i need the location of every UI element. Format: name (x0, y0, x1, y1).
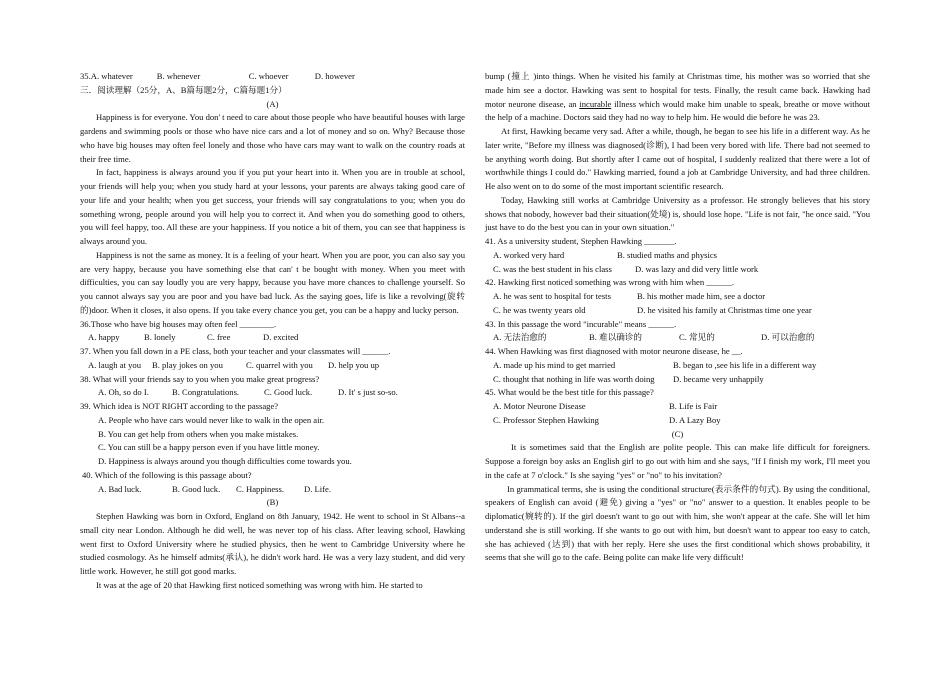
question-36-stem: 36.Those who have big houses may often feel ________. (80, 318, 277, 329)
question-39-stem: 39. Which idea is NOT RIGHT according to the passage? (80, 401, 279, 411)
question-38-stem: 38. What will your friends say to you when you make great progress? (80, 373, 320, 384)
question-36-options (80, 331, 465, 345)
option-d: D. however (314, 71, 355, 81)
left-column (80, 70, 465, 593)
question-44-stem: 44. When Hawking was first diagnosed with motor neurone disease, he __. (485, 346, 743, 356)
passage-b-paragraph-3: At first, Hawking became very sad. After a while, though, he began to see his life in a different way. As he later write, "Before my illness was diagnosed(诊断), I had been very bored with life. There bad not seemed to be anything worth doing. But shortly after I came out of hospital, I suddenly realized that there were a lot of worthwhile things I could do." Hawking married, found a job at Cambridge University, and had three children. He also went on to do some of the most important scientific research. (485, 126, 870, 191)
passage-b-paragraph-2-continued: bump (撞上 )into things. When he visited his family at Christmas time, his mother was so worried that she made him see a doctor. Hawking was sent to hospital for tests. Finally, the result came back. Hawking had motor neurone disease, an incurable illness which would make him unable to speak, breathe or move without the help of a machine. Doctors said they had no way to help him. He would die before he was 23. (485, 71, 870, 123)
question-41-options-row2 (485, 263, 870, 277)
option-c: C. 常见的 (679, 332, 715, 343)
option-b: B. You can get help from others when you make mistakes. (98, 428, 299, 439)
option-b: B. Life is Fair (669, 401, 718, 411)
question-44-options-row1 (485, 359, 870, 373)
option-a: A. Bad luck. (98, 483, 142, 494)
question-41-stem: 41. As a university student, Stephen Hawking _______. (485, 236, 677, 246)
option-b: B. whenever (156, 71, 201, 81)
question-43-options (485, 331, 870, 345)
question-44-options-row2 (485, 373, 870, 387)
option-c: C. was the best student in his class (493, 263, 612, 274)
option-b: B. lonely (144, 332, 176, 343)
option-a: A. laugh at you (88, 359, 141, 370)
question-38-options (80, 386, 465, 400)
question-43-stem: 43. In this passage the word "incurable" means ______. (485, 318, 677, 329)
option-d: D. Happiness is always around you though difficulties come towards you. (98, 456, 352, 466)
option-d: D. Life. (304, 483, 331, 494)
underlined-word: incurable (579, 98, 612, 109)
option-a: A. happy (88, 332, 120, 343)
option-a: A. People who have cars would never like to walk in the open air. (98, 414, 325, 425)
passage-b-paragraph-2-start: It was at the age of 20 that Hawking first noticed something was wrong with him. He started to (96, 579, 423, 590)
option-b: B. Good luck. (172, 483, 221, 494)
option-d: D. became very unhappily (673, 373, 764, 384)
passage-b-paragraph-1: Stephen Hawking was born in Oxford, England on 8th January, 1942. He went to school in St Albans--a small city near London. Although he did well, he was never top of his class. After leaving school, Hawking went first to Oxford University where he studied physics, then he went to Cambridge University where he studied cosmology. As he himself admits(承认), he didn't work hard. He was a very lazy student, and did very little work. However, he still got good marks. (80, 511, 465, 576)
passage-a-paragraph-3: Happiness is not the same as money. It is a feeling of your heart. When you are poor, you can also say you are very happy, because you have something else that can' t be bought with money. When you meet with difficulties, you can say loudly you are very happy, because you have more chances to challenge yourself. So you cannot always say you are poor and you have bad luck. As the saying goes, life is like a revolving(旋转的)door. When it closes, it also opens. If you take every chance you get, you can be a happy and lucky person. (80, 249, 465, 315)
option-a: A. he was sent to hospital for tests (493, 291, 611, 301)
option-a: A. whatever (90, 71, 133, 81)
option-b: B. began to ,see his life in a different way (673, 359, 817, 370)
question-45-options-row2 (485, 414, 870, 428)
passage-c-paragraph-2: In grammatical terms, she is using the conditional structure(表示条件的句式). By using the conditional, speakers of English can avoid (避免) giving a "yes" or "no" answer to a question. It enables people to be diplomatic(婉转的). If the girl doesn't want to go out with him, she won't appear at the cafe. She will let him understand she is still working. If she wants to go out with him, but doesn't want to appear too easy to catch, she has achieved (达到) that with her reply. Here she uses the first conditional which shows probability, it seems that she will go to the cafe. Being polite can make life very difficult! (485, 483, 870, 563)
question-42-stem: 42. Hawking first noticed something was wrong with him when ______. (485, 277, 735, 288)
option-c: C. thought that nothing in life was worth doing (493, 373, 655, 384)
passage-a-label: (A) (266, 98, 279, 109)
question-45-stem: 45. What would be the best title for this passage? (485, 387, 654, 398)
passage-b-label: (B) (266, 497, 279, 508)
passage-b-paragraph-4: Today, Hawking still works at Cambridge University as a professor. He strongly believes that his story shows that nobody, however bad their situation(处境) is, should lose hope. "Life is not fair, "he once said. "You just have to do the best you can in your own situation." (485, 194, 870, 233)
option-d: D. excited (263, 332, 299, 343)
option-a: A. made up his mind to get married (493, 359, 616, 370)
option-c: C. free (207, 332, 231, 343)
passage-c-paragraph-1: It is sometimes said that the English are polite people. This can make life difficult for foreigners. Suppose a foreign boy asks an English girl to go out with him and she says, "If I finish my work, I'll meet you in the cafe at 7 o'clock." Is she saying "yes" or "no" to his invitation? (485, 442, 870, 480)
option-d: D. he visited his family at Christmas time one year (637, 304, 812, 315)
option-d: D. A Lazy Boy (669, 414, 721, 425)
right-column (485, 70, 870, 565)
option-d: D. help you up (328, 359, 380, 370)
option-b: B. play jokes on you (152, 359, 223, 370)
passage-c-label: (C) (671, 428, 684, 439)
option-d: D. It' s just so-so. (338, 387, 398, 398)
question-35 (80, 70, 465, 84)
option-d: D. 可以治愈的 (761, 332, 815, 343)
option-b: B. 难以确诊的 (589, 332, 642, 343)
section-title: 三．阅读理解（25分，A、B篇每题2分，C篇每题1分） (80, 84, 287, 95)
option-a: A. 无法治愈的 (493, 332, 547, 343)
question-37-options (80, 359, 465, 373)
question-37-stem: 37. When you fall down in a PE class, both your teacher and your classmates will ______. (80, 346, 391, 356)
option-b: B. Congratulations. (172, 387, 240, 398)
option-a: A. Oh, so do I. (98, 387, 149, 398)
option-c: C. Professor Stephen Hawking (493, 414, 599, 425)
question-42-options-row1 (485, 290, 870, 304)
option-c: C. whoever (248, 71, 289, 81)
question-41-options-row1 (485, 249, 870, 263)
passage-a-paragraph-2: In fact, happiness is always around you if you put your heart into it. When you are in trouble at school, your friends will help you; when you study hard at your lessons, your parents are always taking good care of your life and your health; when you get success, your friends will say congratulations to you; when you do something wrong, people around you will help you to correct it. And when you do something good to others, you will feel happy, too. All these are your happiness. If you notice a bit of them, you can see that happiness is always around you. (80, 167, 465, 246)
option-b: B. his mother made him, see a doctor (637, 291, 766, 301)
option-a: A. Motor Neurone Disease (493, 401, 586, 411)
question-40-options (80, 483, 465, 497)
option-c: C. You can still be a happy person even if you have little money. (98, 442, 320, 453)
question-number: 35. (80, 71, 91, 81)
option-d: D. was lazy and did very little work (635, 263, 759, 274)
question-42-options-row2 (485, 304, 870, 318)
option-c: C. quarrel with you (246, 359, 313, 370)
passage-a-paragraph-1: Happiness is for everyone. You don' t need to care about those people who have beautiful houses with large gardens and swimming pools or those who have nice cars and a lot of money and so on. Why? Because those who have big houses may often feel lonely and those who have cars may want to walk on the country roads at their free time. (80, 112, 465, 164)
option-c: C. Good luck. (264, 387, 313, 398)
question-45-options-row1 (485, 400, 870, 414)
option-a: A. worked very hard (493, 249, 565, 260)
option-c: C. Happiness. (236, 483, 284, 494)
option-b: B. studied maths and physics (617, 249, 718, 260)
option-c: C. he was twenty years old (493, 304, 586, 315)
question-40-stem: 40. Which of the following is this passage about? (82, 469, 252, 480)
